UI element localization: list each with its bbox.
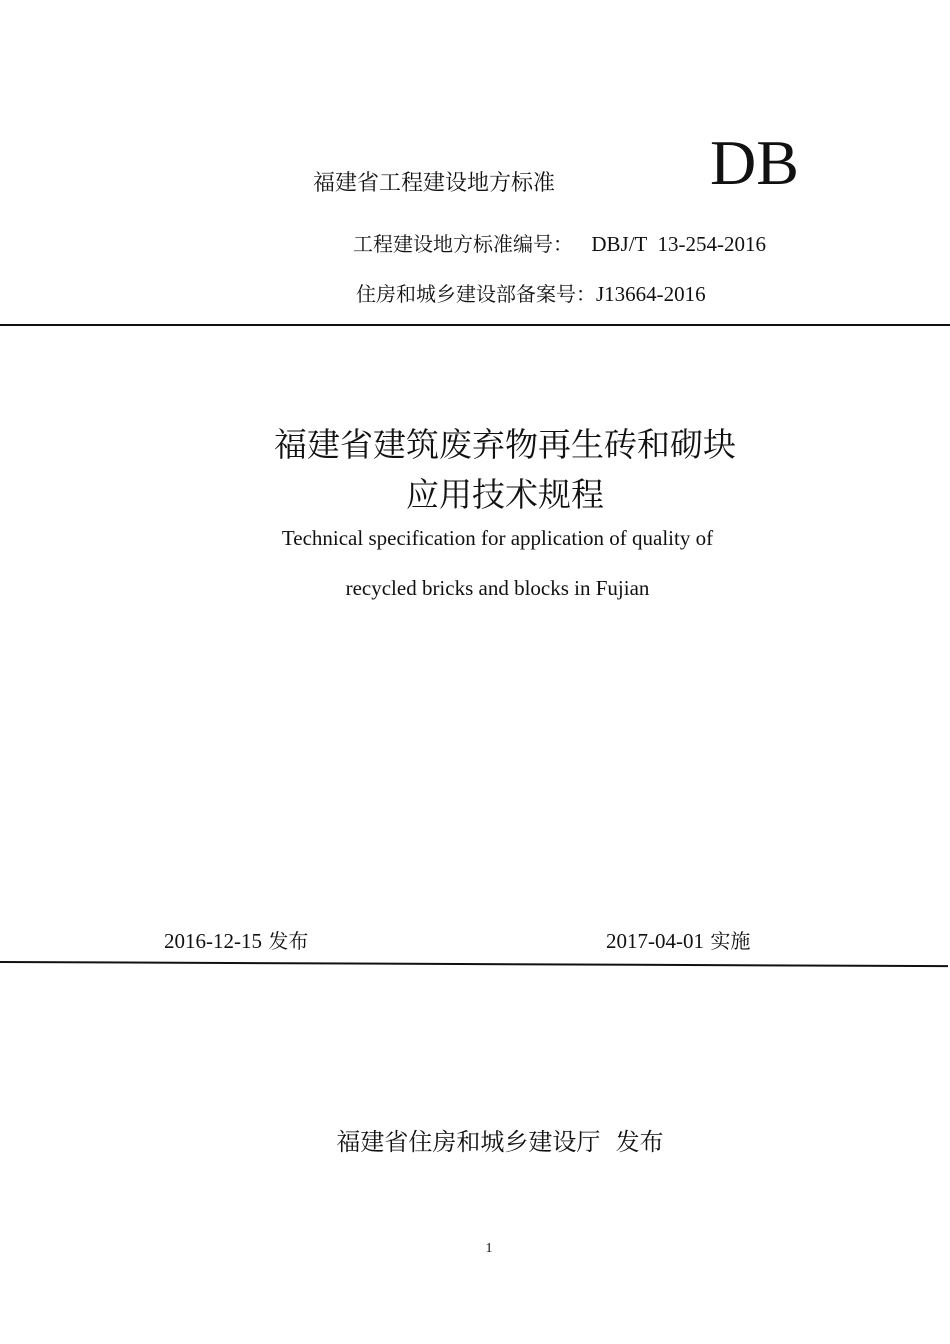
title-line-2: 应用技术规程 [406,475,604,514]
english-title-line-1: Technical specification for application of quality of [281,526,714,550]
issue-date [164,925,308,954]
english-title-line-2: recycled bricks and blocks in Fujian [345,576,650,600]
standard-number-value: DBJ/T 13-254-2016 [591,232,766,256]
implementation-date-label: 实施 [710,929,751,953]
filing-number-value: J13664-2016 [596,282,706,306]
page-number: 1 [485,1241,493,1256]
publisher-line: 福建省住房和城乡建设厅 发布 [336,1128,664,1156]
top-divider [0,324,950,326]
standard-number-label: 工程建设地方标准编号： [353,232,573,256]
issue-date-label: 发布 [268,929,309,953]
filing-number-row [356,278,706,307]
issue-date-value: 2016-12-15 [164,929,262,953]
title-line-1: 福建省建筑废弃物再生砖和砌块 [274,425,736,464]
filing-number-label: 住房和城乡建设部备案号： [356,282,596,306]
standard-series-label: 福建省工程建设地方标准 [313,171,556,196]
bottom-divider [0,961,948,967]
implementation-date [606,925,750,954]
db-mark: DB [710,127,799,198]
standard-number-row [353,228,766,257]
implementation-date-value: 2017-04-01 [606,929,704,953]
